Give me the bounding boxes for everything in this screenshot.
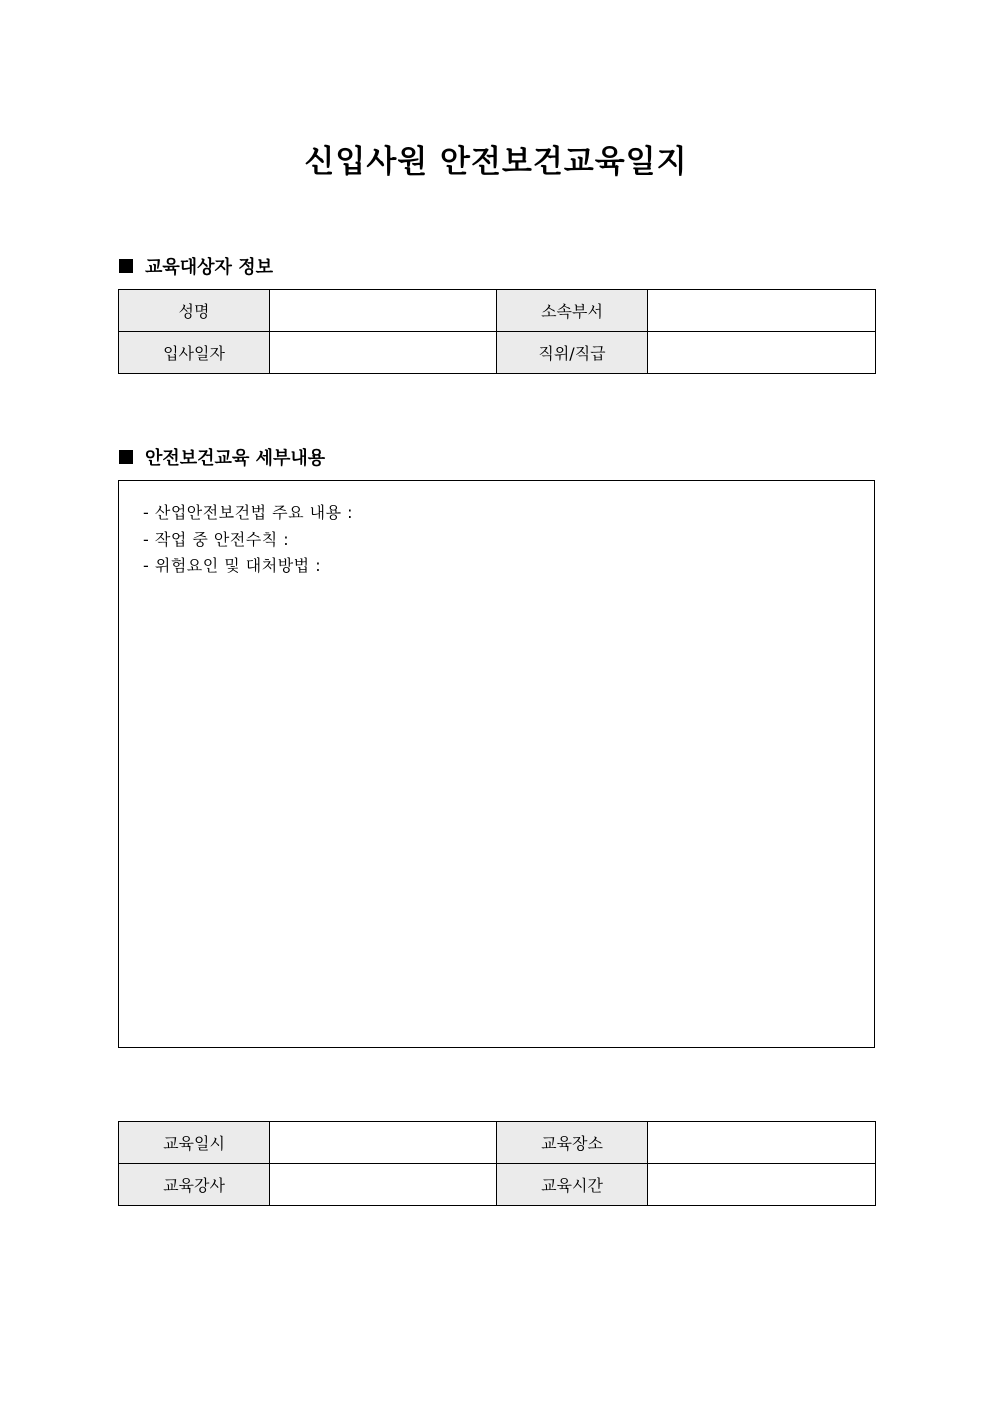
section-heading-trainee-info xyxy=(119,253,273,279)
training-hours-label: 교육시간 xyxy=(497,1164,648,1206)
document-title: 신입사원 안전보건교육일지 xyxy=(304,144,688,180)
section-heading-training-details xyxy=(119,444,325,470)
instructor-field[interactable] xyxy=(270,1164,497,1206)
training-location-field[interactable] xyxy=(648,1122,876,1164)
position-field[interactable] xyxy=(648,332,876,374)
training-session-table xyxy=(118,1121,876,1206)
table-row xyxy=(119,332,876,374)
hire-date-field[interactable] xyxy=(270,332,497,374)
table-row xyxy=(119,1122,876,1164)
name-field[interactable] xyxy=(270,290,497,332)
training-details-list xyxy=(119,481,874,580)
section-heading-label: 안전보건교육 세부내용 xyxy=(145,448,326,469)
square-bullet-icon xyxy=(119,259,133,273)
trainee-info-table xyxy=(118,289,876,374)
training-location-label: 교육장소 xyxy=(497,1122,648,1164)
table-row xyxy=(119,1164,876,1206)
name-label: 성명 xyxy=(119,290,270,332)
training-date-field[interactable] xyxy=(270,1122,497,1164)
hire-date-label: 입사일자 xyxy=(119,332,270,374)
department-field[interactable] xyxy=(648,290,876,332)
list-item: - 위험요인 및 대처방법 : xyxy=(143,556,322,575)
square-bullet-icon xyxy=(119,450,133,464)
list-item: - 작업 중 안전수칙 : xyxy=(143,529,290,549)
section-heading-label: 교육대상자 정보 xyxy=(145,257,273,278)
training-details-box[interactable] xyxy=(118,480,875,1048)
department-label: 소속부서 xyxy=(497,290,648,332)
table-row xyxy=(119,290,876,332)
position-label: 직위/직급 xyxy=(497,332,648,374)
training-date-label: 교육일시 xyxy=(119,1122,270,1164)
list-item: - 산업안전보건법 주요 내용 : xyxy=(143,503,354,522)
training-hours-field[interactable] xyxy=(648,1164,876,1206)
instructor-label: 교육강사 xyxy=(119,1164,270,1206)
